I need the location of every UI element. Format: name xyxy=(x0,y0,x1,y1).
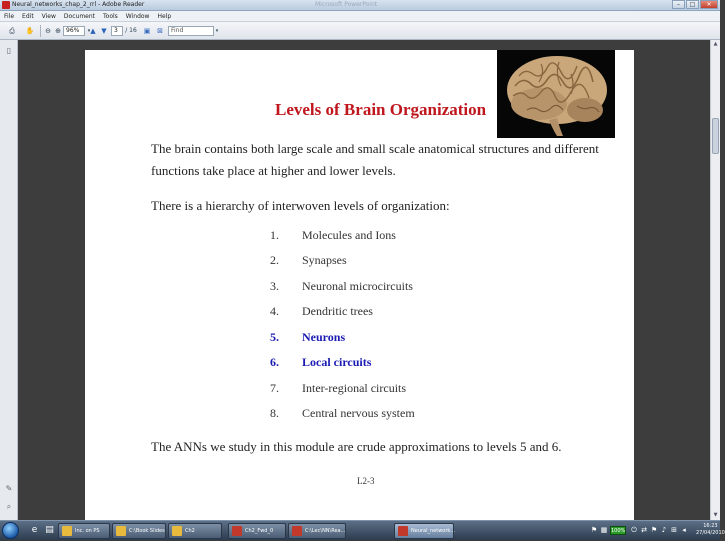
adobe-reader-icon xyxy=(292,526,302,536)
page-label: L2-3 xyxy=(357,476,375,486)
taskbar-item-label: Neural_network... xyxy=(411,528,456,534)
window-controls xyxy=(672,0,718,10)
minimize-button[interactable]: – xyxy=(672,0,685,9)
menu-document[interactable]: Document xyxy=(63,13,96,20)
flag-icon[interactable]: ⚑ xyxy=(590,526,598,534)
menu-view[interactable]: View xyxy=(41,13,56,20)
powerpoint-icon xyxy=(232,526,242,536)
list-item-text: Local circuits xyxy=(302,355,372,369)
intro-line-2: functions take place at higher and lower levels. xyxy=(151,163,396,178)
maximize-button[interactable]: □ xyxy=(686,0,699,9)
next-page-icon[interactable]: ▼ xyxy=(101,27,107,35)
menu-file[interactable]: File xyxy=(4,13,15,20)
list-item-text: Molecules and Ions xyxy=(302,228,396,242)
vertical-scrollbar[interactable] xyxy=(710,40,720,520)
list-item-number: 5. xyxy=(270,330,279,344)
taskbar-item-label: C:\Book Slides xyxy=(129,528,165,534)
zoom-in-icon[interactable]: ⊕ xyxy=(55,27,61,35)
zoom-out-icon[interactable]: ⊖ xyxy=(45,27,51,35)
title-bar xyxy=(0,0,720,11)
menu-bar xyxy=(0,11,720,22)
pdf-page xyxy=(85,50,634,520)
power-icon[interactable]: ⏻ xyxy=(631,526,637,534)
brain-image xyxy=(497,50,615,138)
document-area xyxy=(18,40,710,520)
intro-line-1: The brain contains both large scale and small scale anatomical structures and different xyxy=(151,141,599,156)
list-item-number: 3. xyxy=(270,279,279,293)
clock-time: 16:23 xyxy=(703,523,718,529)
hand-tool-icon[interactable]: ✋ xyxy=(25,27,35,35)
folder-icon xyxy=(116,526,126,536)
adobe-reader-icon xyxy=(2,1,10,9)
fit-page-icon[interactable]: ▣ xyxy=(143,27,151,35)
list-item-number: 7. xyxy=(270,381,279,395)
folder-icon xyxy=(172,526,182,536)
battery-indicator[interactable]: 100% xyxy=(611,528,626,534)
find-dropdown-icon[interactable]: ▾ xyxy=(215,28,219,34)
taskbar-item[interactable] xyxy=(58,523,110,539)
pages-panel-icon[interactable]: ▯ xyxy=(6,46,12,55)
scroll-thumb[interactable] xyxy=(712,118,719,154)
list-item-number: 1. xyxy=(270,228,279,242)
flag-icon[interactable]: ⚑ xyxy=(650,526,658,534)
page-total-label: / 16 xyxy=(125,27,137,34)
clock-date: 27/04/2010 xyxy=(696,530,725,536)
internet-explorer-icon[interactable]: e xyxy=(31,525,38,535)
list-item-text: Neurons xyxy=(302,330,346,344)
find-input[interactable]: Find xyxy=(168,26,214,36)
speaker-icon[interactable]: ♪ xyxy=(661,526,667,534)
list-item-number: 2. xyxy=(270,253,279,267)
taskbar-item-label: Ch2_Fwd_0 xyxy=(245,528,274,534)
taskbar-item[interactable] xyxy=(112,523,166,539)
menu-help[interactable]: Help xyxy=(157,13,172,20)
zoom-level-field[interactable]: 96% xyxy=(63,26,85,36)
list-item-text: Dendritic trees xyxy=(302,304,373,318)
scroll-down-icon[interactable]: ▼ xyxy=(713,512,718,518)
taskbar-item-label: Inc. on PS xyxy=(75,528,100,534)
comments-icon[interactable]: ✎ xyxy=(5,484,13,493)
taskbar-item-label: C:\Lec\NN\Rea... xyxy=(305,528,346,534)
taskbar xyxy=(0,520,725,540)
speaker-icon[interactable]: ◂ xyxy=(682,526,686,534)
taskbar-item[interactable] xyxy=(288,523,346,539)
ghost-window-title: Microsoft PowerPoint xyxy=(315,1,378,8)
arrows-icon[interactable]: ⇄ xyxy=(641,526,647,534)
slide-title: Levels of Brain Organization xyxy=(275,100,487,119)
menu-edit[interactable]: Edit xyxy=(22,13,34,20)
hierarchy-sentence: There is a hierarchy of interwoven levels of organization: xyxy=(151,198,450,213)
folder-icon xyxy=(62,526,72,536)
conclusion-sentence: The ANNs we study in this module are crude approximations to levels 5 and 6. xyxy=(151,439,562,454)
zoom-dropdown-icon[interactable]: ▾ xyxy=(87,28,91,34)
list-item-text: Central nervous system xyxy=(302,406,415,420)
network-icon[interactable]: ▦ xyxy=(600,526,608,534)
menu-window[interactable]: Window xyxy=(125,13,150,20)
print-icon[interactable]: ⎙ xyxy=(9,27,15,35)
network-icon[interactable]: ⊞ xyxy=(671,526,677,534)
window-title: Neural_networks_chap_2_rrl - Adobe Reader xyxy=(12,1,145,8)
page-number-field[interactable]: 3 xyxy=(111,26,123,36)
taskbar-item-label: Ch2 xyxy=(185,528,195,534)
navigation-pane xyxy=(0,40,18,520)
list-item-number: 8. xyxy=(270,406,279,420)
previous-page-icon[interactable]: ▲ xyxy=(90,27,96,35)
menu-tools[interactable]: Tools xyxy=(103,13,118,20)
attachment-icon[interactable]: ⌕ xyxy=(6,502,12,511)
close-button[interactable]: ✕ xyxy=(700,0,718,9)
toolbar-separator xyxy=(40,25,41,37)
full-screen-icon[interactable]: ⊠ xyxy=(157,27,163,35)
taskbar-item[interactable] xyxy=(168,523,222,539)
list-item-number: 4. xyxy=(270,304,279,318)
taskbar-item[interactable] xyxy=(228,523,286,539)
folder-icon[interactable]: ▤ xyxy=(45,525,54,535)
list-item-text: Inter-regional circuits xyxy=(302,381,407,395)
taskbar-item-active[interactable] xyxy=(394,523,454,539)
list-item-text: Neuronal microcircuits xyxy=(302,279,413,293)
toolbar xyxy=(0,22,720,40)
start-button[interactable] xyxy=(2,522,19,539)
list-item-number: 6. xyxy=(270,355,279,369)
system-tray xyxy=(588,521,725,541)
list-item-text: Synapses xyxy=(302,253,347,267)
scroll-up-icon[interactable]: ▲ xyxy=(713,41,718,47)
adobe-reader-icon xyxy=(398,526,408,536)
clock[interactable] xyxy=(696,523,725,537)
